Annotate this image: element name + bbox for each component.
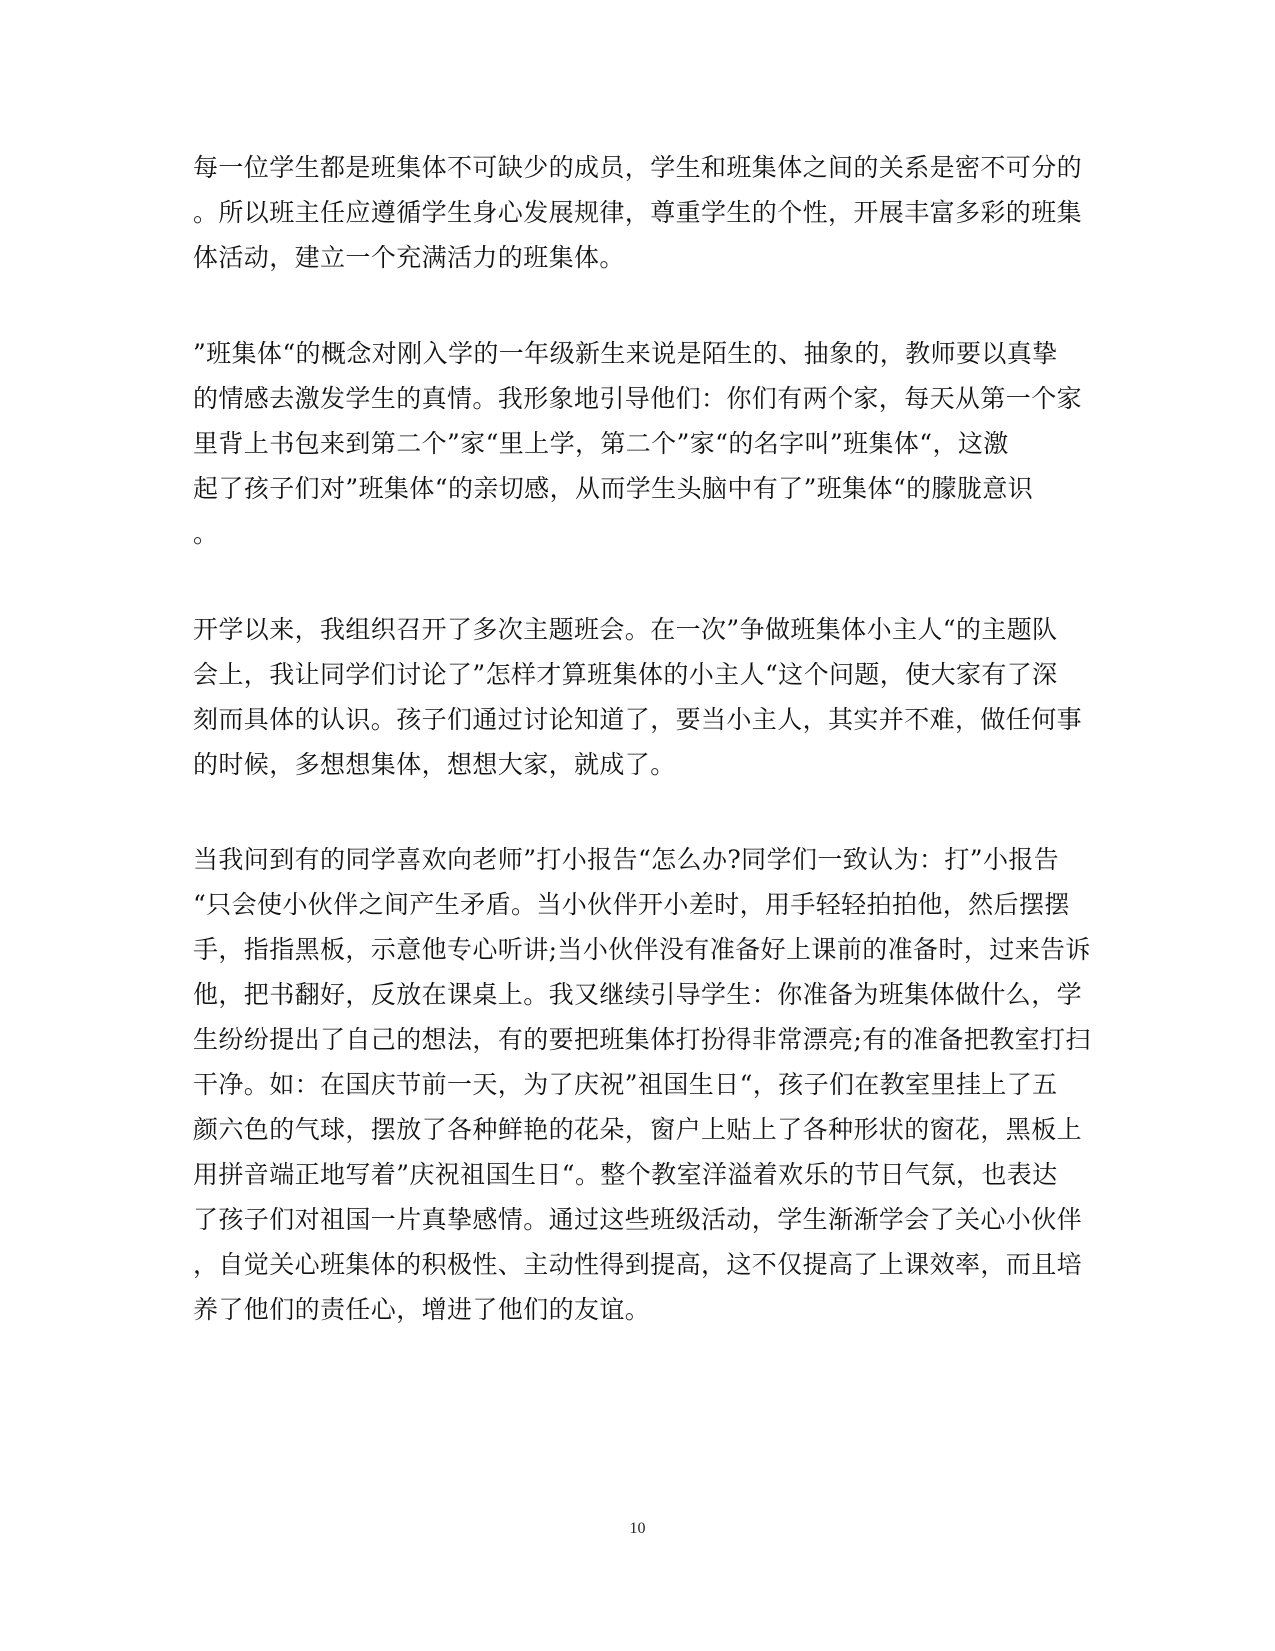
paragraph-2-line-4: 起了孩子们对”班集体“的亲切感，从而学生头脑中有了”班集体“的朦胧意识 [193, 474, 1034, 503]
paragraph-4-line-1: 当我问到有的同学喜欢向老师”打小报告“怎么办?同学们一致认为：打”小报告 [193, 845, 1060, 874]
paragraph-4-line-11: 养了他们的责任心，增进了他们的友谊。 [193, 1295, 651, 1324]
paragraph-1-line-3: 体活动，建立一个充满活力的班集体。 [193, 243, 625, 272]
paragraph-2-line-1: ”班集体“的概念对刚入学的一年级新生来说是陌生的、抽象的，教师要以真挚 [193, 339, 1058, 368]
paragraph-2-line-2: 的情感去激发学生的真情。我形象地引导他们：你们有两个家，每天从第一个家 [193, 384, 1083, 413]
paragraph-4-line-2: “只会使小伙伴之间产生矛盾。当小伙伴开小差时，用手轻轻拍拍他，然后摆摆 [193, 890, 1070, 919]
paragraph-3-line-1: 开学以来，我组织召开了多次主题班会。在一次”争做班集体小主人“的主题队 [193, 615, 1058, 644]
paragraph-1-line-2: 。所以班主任应遵循学生身心发展规律，尊重学生的个性，开展丰富多彩的班集 [193, 198, 1083, 227]
paragraph-3-line-3: 刻而具体的认识。孩子们通过讨论知道了，要当小主人，其实并不难，做任何事 [193, 705, 1083, 734]
paragraph-2-line-5: 。 [193, 519, 219, 548]
paragraph-1-line-1: 每一位学生都是班集体不可缺少的成员，学生和班集体之间的关系是密不可分的 [193, 153, 1083, 182]
paragraph-4-line-10: ，自觉关心班集体的积极性、主动性得到提高，这不仅提高了上课效率，而且培 [193, 1250, 1083, 1279]
paragraph-4-line-9: 了孩子们对祖国一片真挚感情。通过这些班级活动，学生渐渐学会了关心小伙伴 [193, 1205, 1083, 1234]
paragraph-4-line-6: 干净。如：在国庆节前一天，为了庆祝”祖国生日“，孩子们在教室里挂上了五 [193, 1070, 1058, 1099]
paragraph-3-line-2: 会上，我让同学们讨论了”怎样才算班集体的小主人“这个问题，使大家有了深 [193, 660, 1058, 689]
paragraph-2-line-3: 里背上书包来到第二个”家“里上学，第二个”家“的名字叫”班集体“，这激 [193, 429, 1009, 458]
paragraph-3-line-4: 的时候，多想想集体，想想大家，就成了。 [193, 750, 676, 779]
paragraph-4-line-5: 生纷纷提出了自己的想法，有的要把班集体打扮得非常漂亮;有的准备把教室打扫 [193, 1025, 1091, 1054]
paragraph-4-line-3: 手，指指黑板，示意他专心听讲;当小伙伴没有准备好上课前的准备时，过来告诉 [193, 935, 1091, 964]
paragraph-4-line-7: 颜六色的气球，摆放了各种鲜艳的花朵，窗户上贴上了各种形状的窗花，黑板上 [193, 1115, 1083, 1144]
page-number: 10 [629, 1520, 646, 1537]
paragraph-4-line-8: 用拼音端正地写着”庆祝祖国生日“。整个教室洋溢着欢乐的节日气氛，也表达 [193, 1160, 1058, 1189]
paragraph-4-line-4: 他，把书翻好，反放在课桌上。我又继续引导学生：你准备为班集体做什么，学 [193, 980, 1083, 1009]
